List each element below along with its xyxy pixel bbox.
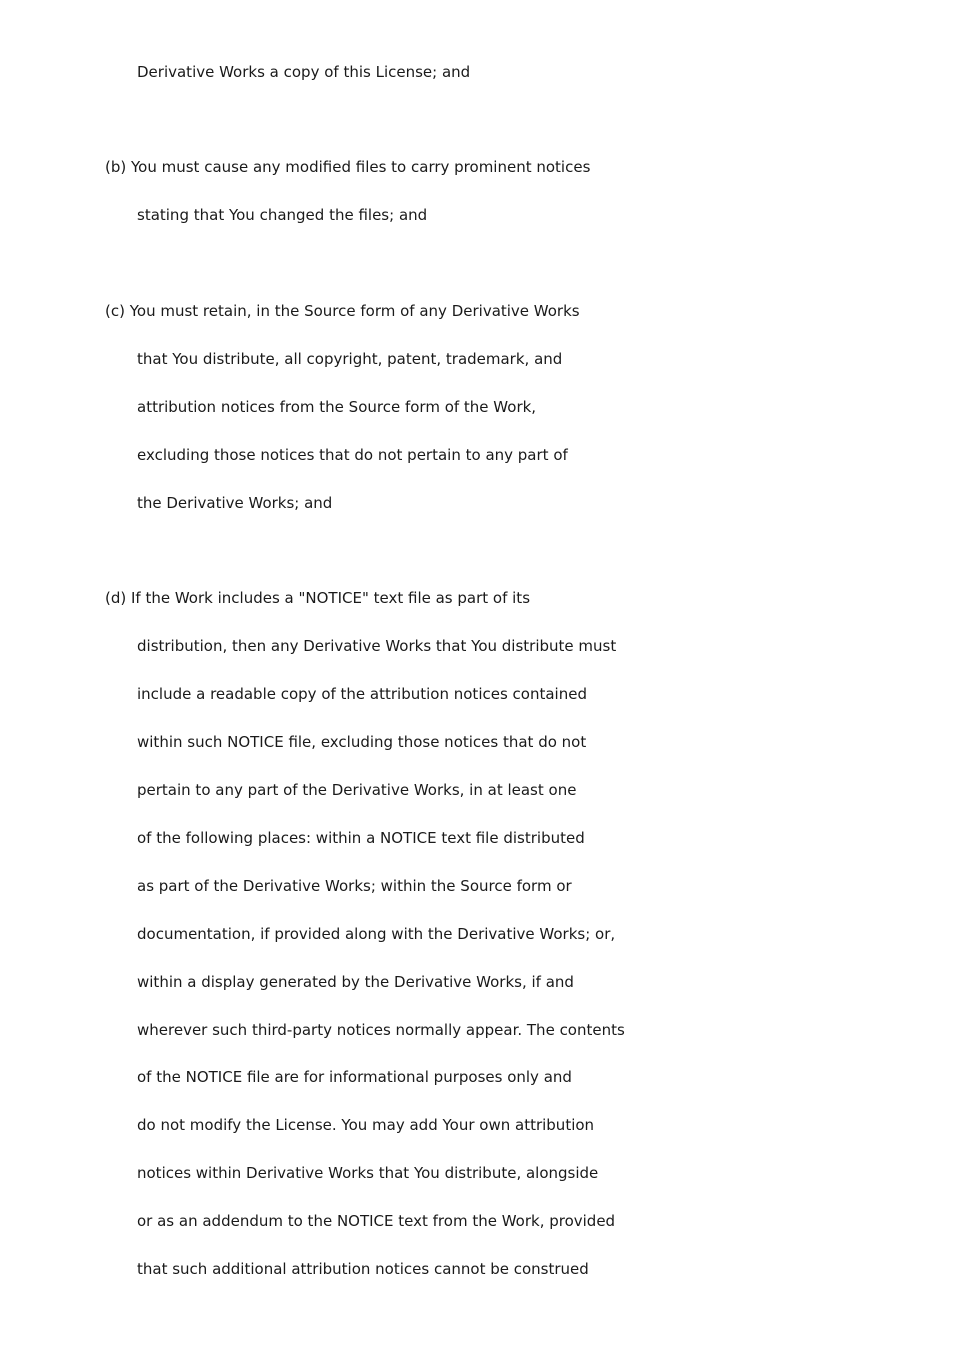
clause-c-line-3: attribution notices from the Source form of the Work,: [137, 398, 537, 416]
clause-c-line-2: that You distribute, all copyright, patent, trademark, and: [137, 350, 563, 368]
clause-d-line-5: pertain to any part of the Derivative Works, in at least one: [137, 781, 577, 799]
clause-d-line-9: within a display generated by the Derivative Works, if and: [137, 973, 574, 991]
clause-d-line-10: wherever such third-party notices normally appear. The contents: [137, 1021, 625, 1039]
clause-d-line-4: within such NOTICE file, excluding those notices that do not: [137, 733, 587, 751]
clause-d-line-3: include a readable copy of the attribution notices contained: [137, 685, 587, 703]
clause-d-line-13: notices within Derivative Works that You distribute, alongside: [137, 1164, 599, 1182]
clause-d-line-2: distribution, then any Derivative Works that You distribute must: [137, 637, 617, 655]
clause-a-line-1: Derivative Works a copy of this License; and: [137, 63, 471, 81]
clause-c-line-5: the Derivative Works; and: [137, 494, 333, 512]
clause-d-line-6: of the following places: within a NOTICE text file distributed: [137, 829, 585, 847]
clause-d-line-7: as part of the Derivative Works; within the Source form or: [137, 877, 572, 895]
clause-d-line-8: documentation, if provided along with the Derivative Works; or,: [137, 925, 616, 943]
clause-b-line-1: (b) You must cause any modified files to carry prominent notices: [105, 158, 591, 176]
clause-d-line-15: that such additional attribution notices cannot be construed: [137, 1260, 589, 1278]
clause-b-line-2: stating that You changed the files; and: [137, 206, 428, 224]
clause-c-line-4: excluding those notices that do not pertain to any part of: [137, 446, 568, 464]
clause-c-line-1: (c) You must retain, in the Source form of any Derivative Works: [105, 302, 580, 320]
clause-d-line-1: (d) If the Work includes a "NOTICE" text file as part of its: [105, 589, 531, 607]
clause-d-line-12: do not modify the License. You may add Your own attribution: [137, 1116, 595, 1134]
clause-d-line-11: of the NOTICE file are for informational purposes only and: [137, 1068, 572, 1086]
clause-d-line-14: or as an addendum to the NOTICE text from the Work, provided: [137, 1212, 616, 1230]
